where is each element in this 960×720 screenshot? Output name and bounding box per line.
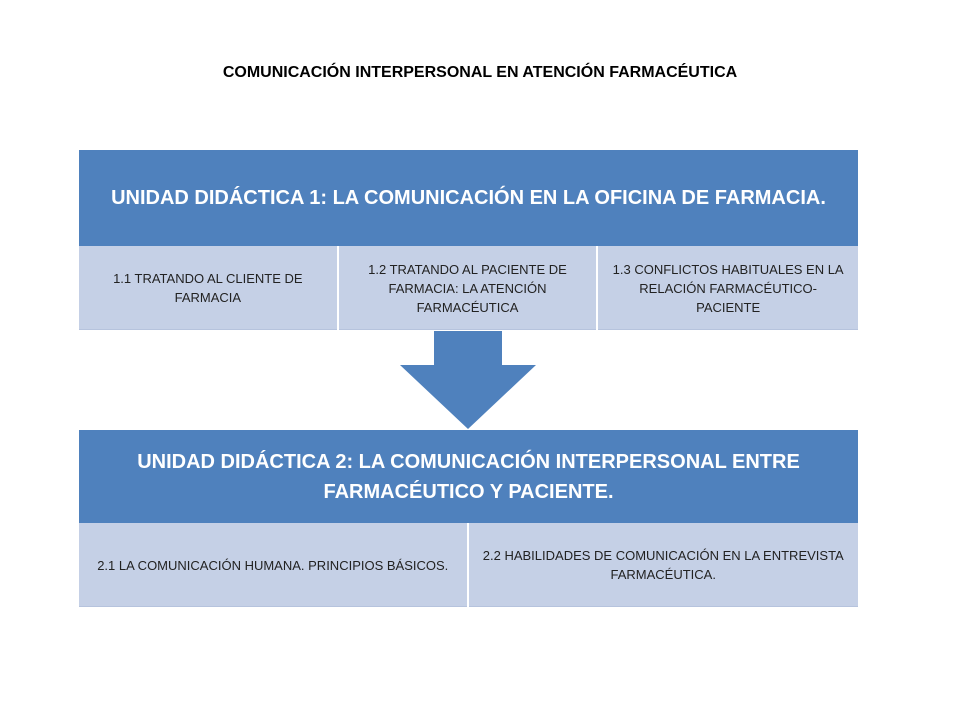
page-title: COMUNICACIÓN INTERPERSONAL EN ATENCIÓN FARMACÉUTICA [222, 64, 738, 81]
unit-1-topics [79, 246, 858, 330]
topic-2-1: 2.1 LA COMUNICACIÓN HUMANA. PRINCIPIOS BÁSICOS. [79, 523, 469, 607]
topic-1-3: 1.3 CONFLICTOS HABITUALES EN LA RELACIÓN FARMACÉUTICO-PACIENTE [598, 246, 858, 330]
topic-1-1: 1.1 TRATANDO AL CLIENTE DE FARMACIA [79, 246, 339, 330]
unit-2-heading: UNIDAD DIDÁCTICA 2: LA COMUNICACIÓN INTERPERSONAL ENTRE FARMACÉUTICO Y PACIENTE. [79, 430, 858, 523]
down-arrow-icon [400, 331, 536, 429]
unit-1-heading: UNIDAD DIDÁCTICA 1: LA COMUNICACIÓN EN LA OFICINA DE FARMACIA. [79, 150, 858, 246]
unit-2-block [79, 430, 858, 607]
topic-1-2: 1.2 TRATANDO AL PACIENTE DE FARMACIA: LA ATENCIÓN FARMACÉUTICA [339, 246, 599, 330]
unit-2-topics [79, 523, 858, 607]
unit-1-block [79, 150, 858, 330]
topic-2-2: 2.2 HABILIDADES DE COMUNICACIÓN EN LA ENTREVISTA FARMACÉUTICA. [469, 523, 859, 607]
